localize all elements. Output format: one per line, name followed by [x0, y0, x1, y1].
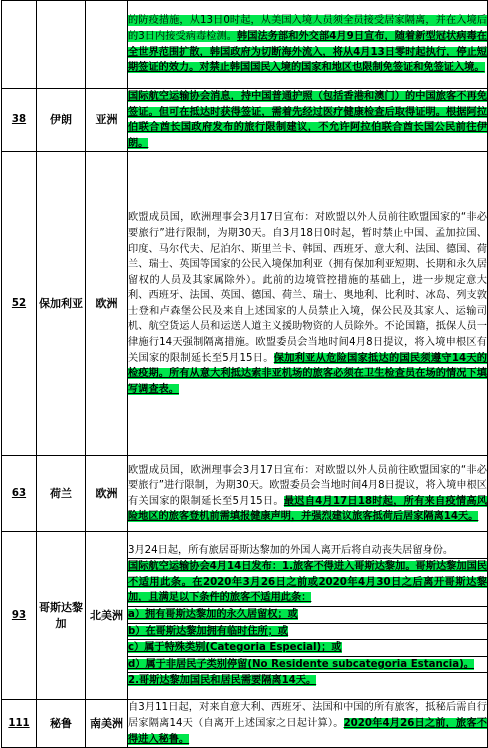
detail-text: d）属于非居民子类别停留(No Residente subcategoria Estancia)。: [128, 658, 474, 670]
detail-text: 3月24日起，所有旅居哥斯达黎加的外国人离开后将自动丧失居留身份。: [128, 544, 454, 556]
restriction-detail: [128, 456, 488, 532]
restriction-detail: [128, 700, 488, 748]
detail-paragraph: [128, 623, 487, 640]
detail-paragraph: [128, 639, 487, 656]
detail-paragraph: [128, 558, 487, 606]
country-name: 荷兰: [37, 456, 86, 532]
region-name: 南美洲: [86, 700, 128, 748]
detail-paragraph: [128, 606, 487, 623]
country-name: 秘鲁: [37, 700, 86, 748]
country-name: 哥斯达黎加: [37, 532, 86, 700]
detail-text: 的防疫措施，从13日0时起，从美国入境人员须全员接受居家隔离，并在入境后的3日内接受病毒检测。: [128, 15, 487, 42]
row-number: 111: [2, 700, 37, 748]
table-row: [2, 700, 488, 748]
region-name: 欧洲: [86, 152, 128, 456]
table-row: [2, 89, 488, 152]
detail-text: 最迟自4月17日18时起，所有来自疫情高风险地区的旅客登机前需填报健康声明，并强烈建议旅客抵荷后居家隔离14天。: [128, 495, 487, 523]
detail-text: 自3月11日起，对来自意大利、西班牙、法国和中国的所有旅客，抵秘后需自行居家隔离14天（自离开上述国家之日起计算）。: [128, 702, 487, 730]
restriction-detail: [128, 89, 488, 152]
detail-paragraph: [128, 13, 487, 75]
detail-paragraph: [128, 656, 487, 673]
detail-text: 国际航空运输协会4月14日发布：1.旅客不得进入哥斯达黎加。哥斯达黎加国民不适用此条。在2020年3月26日之前或2020年4月30日之后离开哥斯达黎加，且满足以下条件的旅客不适用此条：: [128, 561, 487, 604]
country-name: [37, 1, 86, 89]
detail-text: 保加利亚从危险国家抵达的国民须遵守14天的检疫期。所有从意大利抵达索非亚机场的旅客必须在卫生检查员在场的情况下填写调查表。: [128, 352, 487, 395]
row-number: 93: [2, 532, 37, 700]
detail-text: 2.哥斯达黎加国民和居民需要隔离14天。: [128, 675, 317, 687]
region-name: 欧洲: [86, 456, 128, 532]
detail-text: c）属于特殊类别(Categoria Especial)；或: [128, 642, 342, 654]
detail-paragraph: [128, 89, 487, 151]
region-name: 北美洲: [86, 532, 128, 700]
country-name: 保加利亚: [37, 152, 86, 456]
restriction-detail: [128, 152, 488, 456]
travel-restriction-table: [1, 0, 488, 748]
detail-text: 国际航空运输协会消息，持中国普通护照（包括香港和澳门）的中国旅客不再免签证。但可在抵达时获得签证，需着先经过医疗健康检查后取得证明。根据阿拉伯联合酋长国政府发布的旅行限制建议，不允许阿拉伯联合酋长国公民前往伊朗。: [128, 91, 487, 149]
detail-paragraph: [128, 543, 487, 559]
detail-text: b）在哥斯达黎加拥有临时住所；或: [128, 625, 289, 637]
detail-text: 韩国法务部和外交部4月9日宣布，随着新型冠状病毒在全世界范围扩散，韩国政府为切断海外流入，将从4月13日零时起执行，停止短期签证的效力。对禁止韩国国民入境的国家和地区也限制免签证和免签证入境。: [128, 30, 487, 74]
restriction-detail: [128, 1, 488, 89]
row-number: 38: [2, 89, 37, 152]
detail-paragraph: [128, 463, 487, 525]
detail-paragraph: [128, 210, 487, 397]
country-name: 伊朗: [37, 89, 86, 152]
detail-text: 2020年4月26日之前，旅客不得进入秘鲁。: [128, 718, 487, 745]
row-number: 52: [2, 152, 37, 456]
table-body: [2, 1, 488, 748]
detail-paragraph: [128, 700, 487, 747]
restriction-detail: [128, 532, 488, 700]
region-name: [86, 1, 128, 89]
row-number: [2, 1, 37, 89]
detail-text: 欧盟成员国，欧洲理事会3月17日宣布：对欧盟以外人员前往欧盟国家的“非必要旅行”进行限制，为期30天。自3月18日0时起，暂时禁止中国、孟加拉国、印度、马尔代夫、尼泊尔、斯里兰卡、韩国、西班牙、意大利、法国、德国、荷兰、瑞士、英国等国家的公民入境保加利亚（拥有保加利亚短期、长期和永久居留权的人员及其家属除外）。此前的边境管控措施的基础上，进一步规定意大利、西班牙、法国、英国、德国、荷兰、瑞士、奥地利、比利时、冰岛、列支敦士登和卢森堡公民及来自上述国家的人员禁止入境，保公民及其家人、运输司机、航空货运人员和运送人道主义援助物资的人员除外。不论国籍，抵保人员一律施行14天强制隔离措施。欧盟委员会当地时间4月8日提议，将入境申根区有关国家的限制延长至5月15日。: [128, 212, 487, 364]
row-number: 63: [2, 456, 37, 532]
detail-text: a）拥有哥斯达黎加的永久居留权；或: [128, 609, 298, 621]
table-row: [2, 1, 488, 89]
detail-text: 欧盟成员国，欧洲理事会3月17日宣布：对欧盟以外人员前往欧盟国家的“非必要旅行”进行限制，为期30天。欧盟委员会当地时间4月8日提议，将入境申根区有关国家的限制延长至5月15日。: [128, 464, 487, 507]
region-name: 亚洲: [86, 89, 128, 152]
table-row: [2, 152, 488, 456]
detail-paragraph: [128, 672, 487, 689]
table-row: [2, 456, 488, 532]
table-row: [2, 532, 488, 700]
